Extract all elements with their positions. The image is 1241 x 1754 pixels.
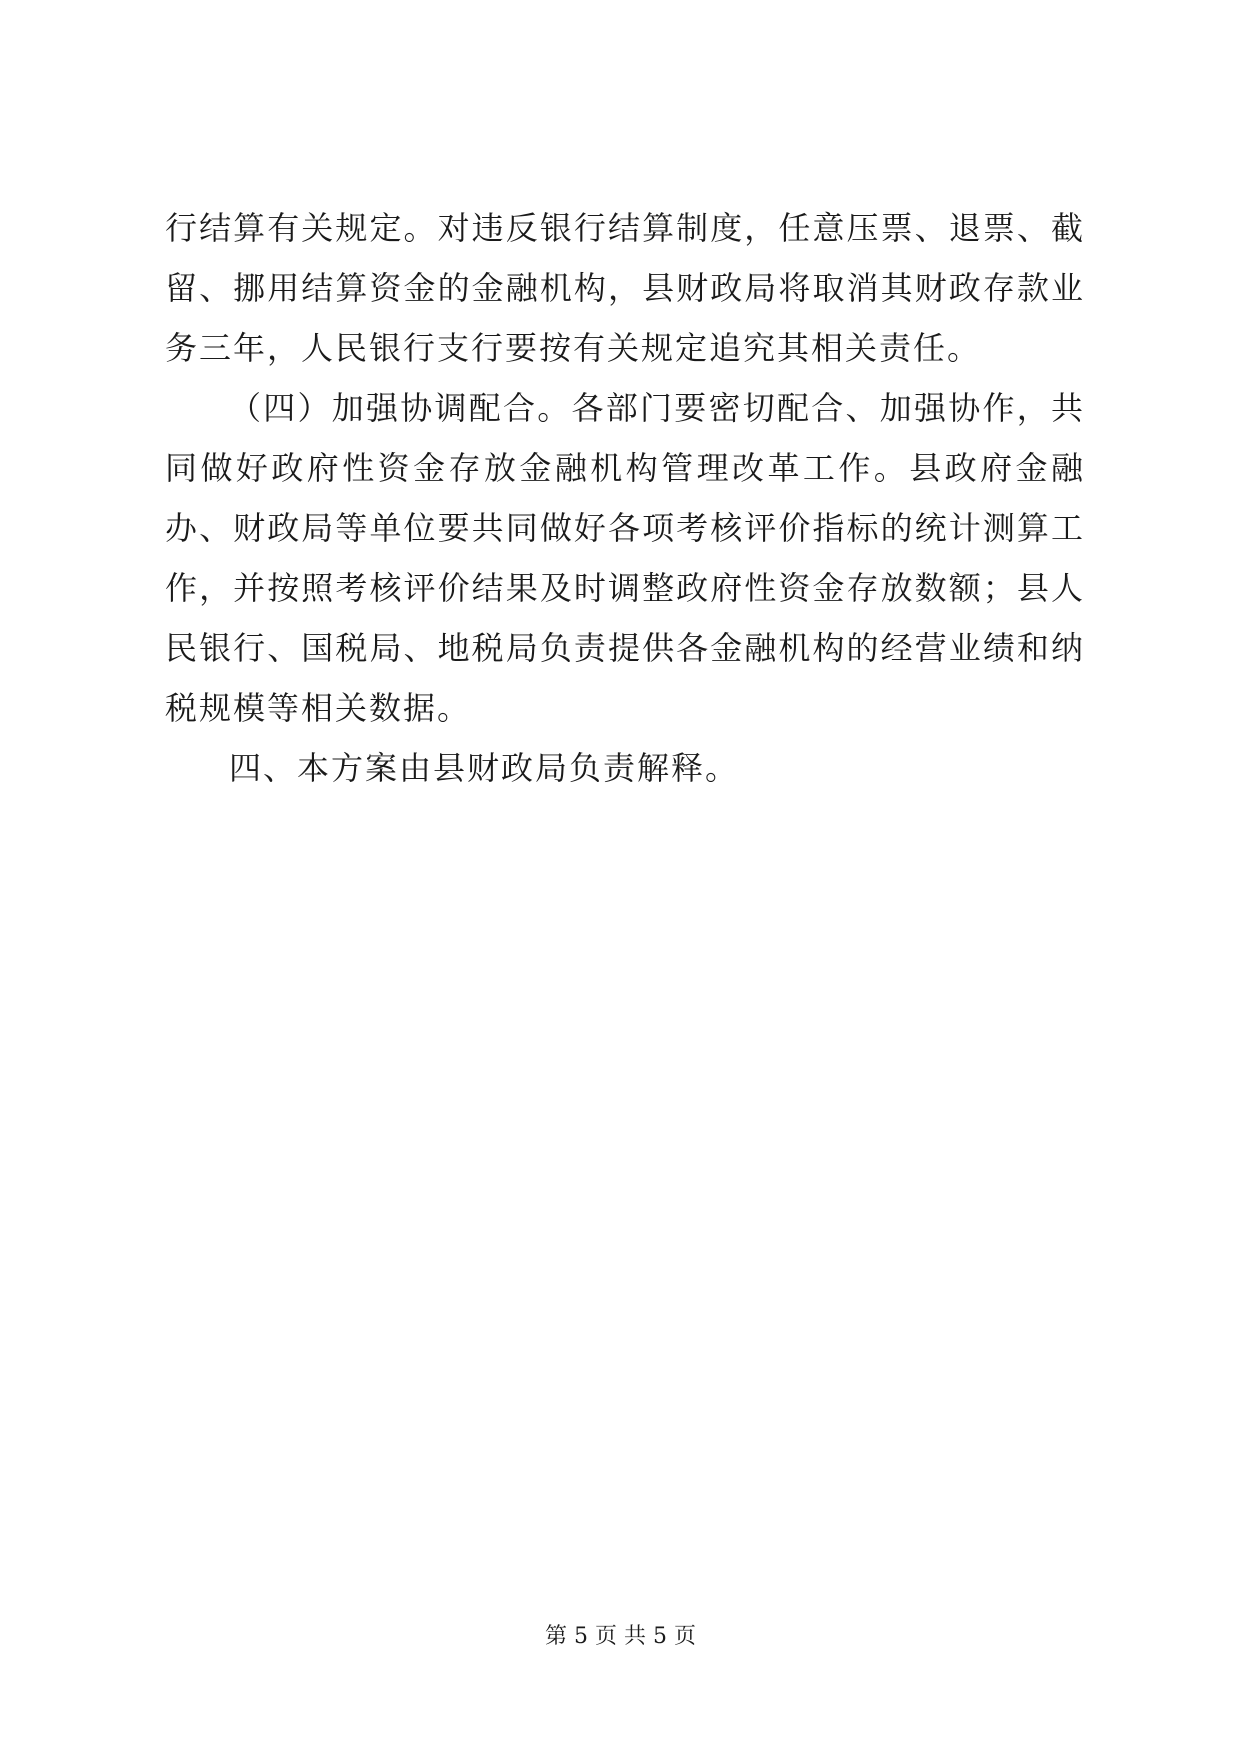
page-footer: 第 5 页 共 5 页 bbox=[545, 1624, 696, 1649]
paragraph-interpretation: 四、本方案由县财政局负责解释。 bbox=[229, 749, 740, 787]
paragraph-bank-settlement: 行结算有关规定。对违反银行结算制度，任意压票、退票、截留、挪用结算资金的金融机构，县财政局将取消其财政存款业务三年，人民银行支行要按有关规定追究其相关责任。 bbox=[165, 209, 1085, 367]
paragraph-coordination: （四）加强协调配合。各部门要密切配合、加强协作，共同做好政府性资金存放金融机构管理改革工作。县政府金融办、财政局等单位要共同做好各项考核评价指标的统计测算工作，并按照考核评价结果及时调整政府性资金存放数额；县人民银行、国税局、地税局负责提供各金融机构的经营业绩和纳税规模等相关数据。 bbox=[165, 389, 1085, 727]
document-body bbox=[165, 198, 1085, 798]
